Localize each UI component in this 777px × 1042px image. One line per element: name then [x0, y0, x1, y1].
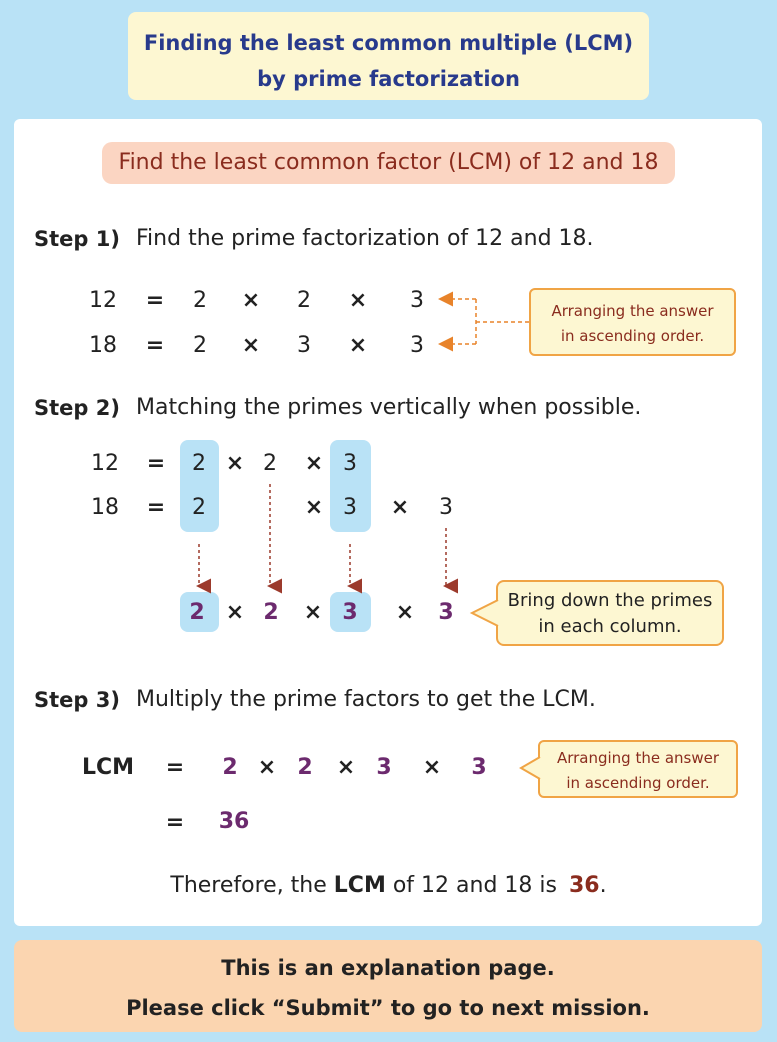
s3-lcm-label: LCM	[81, 755, 135, 780]
title-line-1: Finding the least common multiple (LCM)	[143, 31, 634, 55]
step2-text: Matching the primes vertically when possible.	[136, 395, 642, 420]
s3-f2: 2	[297, 755, 313, 780]
step1-arrows	[441, 299, 529, 344]
conclusion-suffix: .	[599, 873, 607, 898]
step1-note-line1: Arranging the answer	[551, 302, 714, 320]
s3-f3: 3	[376, 755, 392, 780]
s2-r2-x2: ×	[390, 495, 410, 520]
s2-r1-f2: 2	[263, 451, 277, 476]
s1-r2-equals: =	[145, 333, 165, 358]
s2-res-f2: 2	[263, 600, 279, 625]
s2-r1-f3: 3	[343, 451, 357, 476]
s1-r2-f2: 3	[297, 333, 311, 358]
s1-r1-x2: ×	[348, 288, 368, 313]
s1-r2-f1: 2	[193, 333, 207, 358]
step3-note-line2: in ascending order.	[566, 774, 710, 792]
s3-f1: 2	[222, 755, 238, 780]
s2-r1-number: 12	[91, 451, 119, 476]
s1-r2-number: 18	[89, 333, 117, 358]
s1-r1-x1: ×	[241, 288, 261, 313]
conclusion-middle: of 12 and 18 is	[392, 873, 557, 898]
s2-res-f1: 2	[189, 600, 205, 625]
s3-x2: ×	[336, 755, 356, 780]
step2-bubble-line1: Bring down the primes	[507, 590, 713, 611]
s1-r1-f3: 3	[410, 288, 424, 313]
s2-r1-x1: ×	[225, 451, 245, 476]
s2-r1-f1: 2	[192, 451, 206, 476]
footer-line2: Please click “Submit” to go to next mission.	[126, 996, 650, 1020]
step3-note-line1: Arranging the answer	[556, 749, 720, 767]
s1-r2-x1: ×	[241, 333, 261, 358]
s2-r2-f2: 3	[343, 495, 357, 520]
s3-result: 36	[218, 809, 250, 834]
s2-r2-x1: ×	[304, 495, 324, 520]
s2-r1-x2: ×	[304, 451, 324, 476]
step2-label: Step 2)	[34, 396, 120, 420]
step1-label: Step 1)	[34, 227, 120, 251]
title-line-2: by prime factorization	[257, 67, 520, 91]
s1-r2-f3: 3	[410, 333, 424, 358]
conclusion-lcm: LCM	[333, 873, 386, 898]
s2-res-x3: ×	[395, 600, 415, 625]
s1-r1-f2: 2	[297, 288, 311, 313]
s2-r2-number: 18	[91, 495, 119, 520]
s1-r1-f1: 2	[193, 288, 207, 313]
s3-equals-2: =	[165, 810, 185, 835]
footer-banner	[14, 940, 762, 1032]
s3-f4: 3	[471, 755, 487, 780]
bubble-pointer	[472, 600, 540, 779]
s2-res-x2: ×	[303, 600, 323, 625]
s1-r2-x2: ×	[348, 333, 368, 358]
conclusion-answer: 36	[568, 873, 600, 898]
question-banner: Find the least common factor (LCM) of 12 and 18	[102, 142, 675, 184]
s1-r1-equals: =	[145, 288, 165, 313]
footer-line1: This is an explanation page.	[221, 956, 555, 980]
step3-label: Step 3)	[34, 688, 120, 712]
s1-r1-number: 12	[89, 288, 117, 313]
s2-r1-equals: =	[146, 451, 166, 476]
step1-text: Find the prime factorization of 12 and 18.	[136, 226, 594, 251]
s2-r2-f1: 2	[192, 495, 206, 520]
s2-res-f3: 3	[342, 600, 358, 625]
s2-res-f4: 3	[438, 600, 454, 625]
s3-x1: ×	[257, 755, 277, 780]
s2-r2-equals: =	[146, 495, 166, 520]
step1-note-line2: in ascending order.	[560, 327, 705, 345]
s3-equals: =	[165, 755, 185, 780]
step2-arrows	[199, 484, 446, 586]
step3-note-tail	[521, 757, 540, 779]
s3-x3: ×	[422, 755, 442, 780]
step3-text: Multiply the prime factors to get the LCM.	[136, 687, 596, 712]
conclusion-prefix: Therefore, the	[170, 873, 327, 898]
step2-bubble-line2: in each column.	[538, 616, 682, 637]
step2-bubble-tail	[472, 600, 498, 626]
s2-r2-f3: 3	[439, 495, 453, 520]
s2-res-x1: ×	[225, 600, 245, 625]
